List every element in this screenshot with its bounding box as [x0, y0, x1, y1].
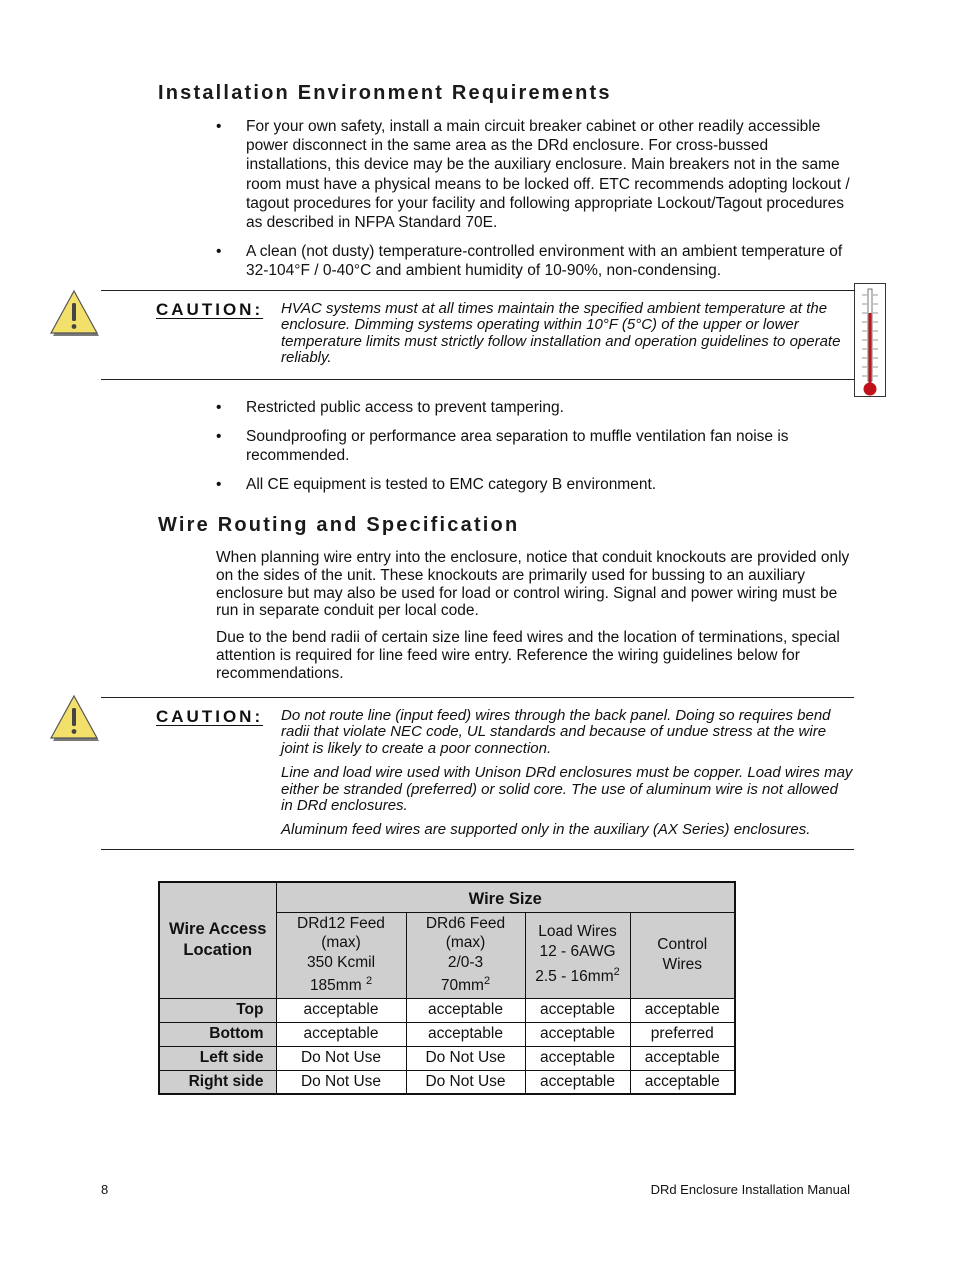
column-header-line: 185mm — [309, 977, 362, 995]
column-header-line: (max) — [445, 934, 486, 952]
column-header-line: 70mm — [440, 977, 484, 995]
warning-triangle-icon — [48, 288, 100, 340]
list-item-text: A clean (not dusty) temperature-controlled environment with an ambient temperature of 32-104°F / 0-40°C and ambient humidity of 10-90%, non-condensing. — [246, 243, 843, 280]
column-header-line: (max) — [321, 934, 361, 952]
column-header-line: 350 Kcmil — [306, 953, 376, 971]
manual-title: DRd Enclosure Installation Manual — [650, 1182, 850, 1197]
wire-size-table — [158, 881, 736, 1095]
column-header-line: 2.5 - 16mm — [535, 968, 614, 986]
column-header-line: 12 - 6AWG — [539, 943, 616, 961]
table-row — [159, 1022, 735, 1046]
table-cell: acceptable — [630, 998, 735, 1022]
list-item — [216, 242, 856, 280]
row-header: Top — [159, 998, 276, 1022]
column-header — [276, 912, 406, 998]
divider — [101, 849, 854, 850]
caution-paragraph: Aluminum feed wires are supported only in the auxiliary (AX Series) enclosures. — [281, 821, 811, 839]
bullet-dot: • — [216, 399, 222, 416]
column-header — [406, 912, 525, 998]
table-cell: acceptable — [525, 1070, 630, 1094]
list-item — [216, 475, 856, 494]
table-cell: acceptable — [276, 1022, 406, 1046]
list-item-text: All CE equipment is tested to EMC category B environment. — [246, 476, 657, 493]
table-corner-header: Wire Access Location — [159, 882, 276, 998]
caution-text — [281, 301, 853, 375]
table-cell: acceptable — [525, 998, 630, 1022]
table-cell: acceptable — [525, 1022, 630, 1046]
row-header: Bottom — [159, 1022, 276, 1046]
column-header — [630, 912, 735, 998]
list-item-text: Soundproofing or performance area separation to muffle ventilation fan noise is recommended. — [246, 428, 789, 465]
caution-paragraph: HVAC systems must at all times maintain the specified ambient temperature at the enclosure. Dimming systems operating within 10°F (5°C) of the upper or lower temperature limits must strictly follow installation and operation guidelines to operate reliably. — [281, 300, 841, 367]
table-row — [159, 1046, 735, 1070]
superscript: 2 — [613, 966, 620, 979]
list-item-text: For your own safety, install a main circuit breaker cabinet or other readily accessible power disconnect in the same area as the DRd enclosure. For cross-bussed installations, this device may be the auxiliary enclosure. Main breakers not in the same room must have a physical means to be locked off. ETC recommends adopting lockout / tagout procedures for your facility and following appropriate Lockout/Tagout procedures as described in NFPA Standard 70E. — [246, 118, 850, 232]
column-header-line: Wires — [662, 956, 703, 973]
column-header-line: 2/0-3 — [447, 953, 484, 971]
column-header-line: Load Wires — [538, 923, 617, 941]
column-header-line: DRd6 Feed — [425, 914, 506, 932]
caution-label: CAUTION: — [156, 707, 264, 726]
divider — [101, 697, 854, 698]
caution-paragraph: Do not route line (input feed) wires through the back panel. Doing so requires bend radii that violate NEC code, UL standards and because of undue stress at the wire joint is likely to create a poor connection. — [281, 707, 831, 757]
table-cell: acceptable — [406, 998, 525, 1022]
paragraph: Due to the bend radii of certain size line feed wires and the location of terminations, special attention is required for line feed wire entry. Reference the wiring guidelines below for recommendations. — [216, 629, 840, 682]
table-cell: acceptable — [630, 1046, 735, 1070]
table-cell: acceptable — [630, 1070, 735, 1094]
column-header-line: DRd12 Feed — [297, 914, 385, 932]
table-cell: Do Not Use — [276, 1046, 406, 1070]
warning-triangle-icon — [48, 693, 100, 745]
row-header: Left side — [159, 1046, 276, 1070]
divider — [101, 290, 854, 291]
table-group-header: Wire Size — [276, 882, 735, 912]
bullet-dot: • — [216, 243, 222, 260]
column-header — [525, 912, 630, 998]
column-header-line: Control — [657, 936, 708, 953]
list-item — [216, 427, 856, 465]
list-item — [216, 117, 856, 232]
bullet-dot: • — [216, 118, 222, 135]
caution-paragraph: Line and load wire used with Unison DRd enclosures must be copper. Load wires may either be stranded (preferred) or solid core. The use of aluminum wire is not allowed in DRd enclosures. — [281, 764, 853, 815]
table-row — [159, 998, 735, 1022]
paragraph: When planning wire entry into the enclosure, notice that conduit knockouts are provided only on the sides of the unit. These knockouts are primarily used for bussing to an auxiliary enclosure but may also be used for load or control wiring. Signal and power wiring must be run in separate conduit per local code. — [216, 549, 850, 620]
bullet-dot: • — [216, 476, 222, 493]
caution-label: CAUTION: — [156, 300, 264, 319]
thermometer-icon — [854, 283, 887, 398]
table-row — [159, 1070, 735, 1094]
section-heading-installation: Installation Environment Requirements — [158, 82, 612, 104]
table-cell: acceptable — [276, 998, 406, 1022]
table-cell: acceptable — [406, 1022, 525, 1046]
table-cell: acceptable — [525, 1046, 630, 1070]
row-header: Right side — [159, 1070, 276, 1094]
table-cell: Do Not Use — [406, 1046, 525, 1070]
list-item-text: Restricted public access to prevent tampering. — [246, 399, 564, 416]
superscript: 2 — [365, 975, 373, 988]
list-item — [216, 398, 856, 417]
superscript: 2 — [483, 975, 491, 988]
bullet-dot: • — [216, 428, 222, 445]
table-cell: Do Not Use — [406, 1070, 525, 1094]
table-cell: Do Not Use — [276, 1070, 406, 1094]
page-number: 8 — [101, 1182, 109, 1197]
section-heading-wire-routing: Wire Routing and Specification — [158, 514, 520, 536]
table-cell: preferred — [630, 1022, 735, 1046]
divider — [101, 379, 854, 380]
caution-text — [281, 708, 853, 847]
